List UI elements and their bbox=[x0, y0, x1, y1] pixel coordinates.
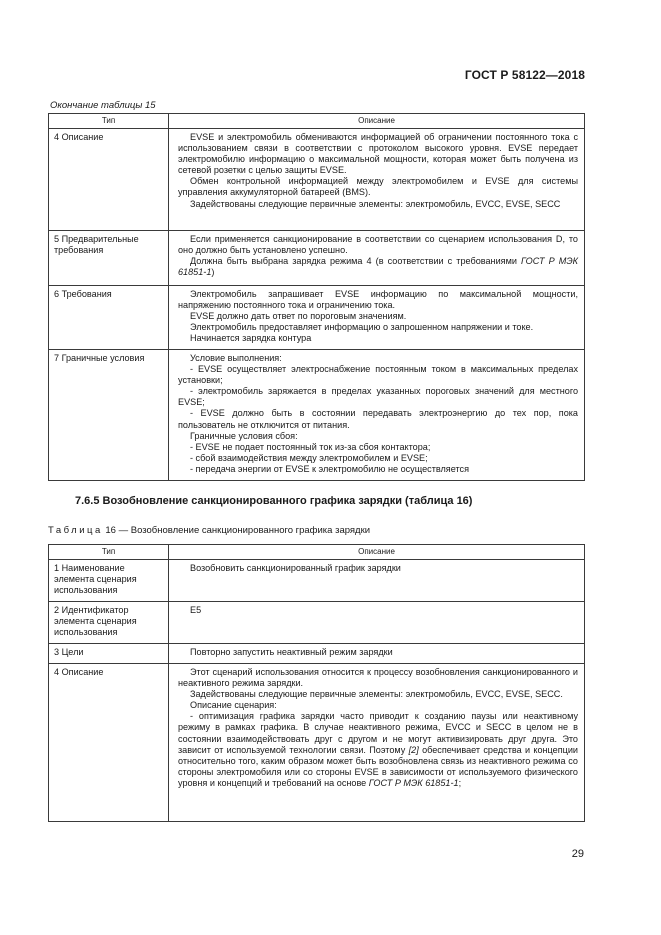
row-type: 1 Наименование элемента сценария использования bbox=[49, 560, 169, 602]
table-caption-title: 16 — Возобновление санкционированного графика зарядки bbox=[105, 525, 371, 536]
standard-header: ГОСТ Р 58122—2018 bbox=[464, 68, 585, 82]
row-description bbox=[169, 664, 585, 822]
paragraph bbox=[178, 711, 578, 789]
paragraph: Задействованы следующие первичные элементы: электромобиль, EVCC, EVSE, SECC. bbox=[190, 689, 563, 700]
row-type: 4 Описание bbox=[49, 664, 169, 822]
row-type: 5 Предварительные требования bbox=[49, 231, 169, 286]
row-description bbox=[169, 231, 585, 286]
paragraph: Описание сценария: bbox=[190, 700, 277, 711]
paragraph: - электромобиль заряжается в пределах указанных пороговых значений для местного EVSE; bbox=[178, 386, 578, 408]
standard-reference: ГОСТ Р МЭК 61851-1 bbox=[368, 777, 459, 788]
paragraph-text-end: ) bbox=[211, 267, 215, 278]
paragraph: - EVSE не подает постоянный ток из-за сбоя контактора; bbox=[190, 441, 431, 452]
row-description bbox=[169, 350, 585, 481]
paragraph: Электромобиль предоставляет информацию о запрошенном напряжении и токе. bbox=[190, 322, 534, 333]
table-row bbox=[49, 644, 585, 664]
paragraph: E5 bbox=[190, 605, 202, 615]
paragraph: EVSE должно дать ответ по пороговым значениям. bbox=[190, 311, 407, 322]
paragraph: Повторно запустить неактивный режим зарядки bbox=[190, 647, 393, 657]
paragraph: EVSE и электромобиль обмениваются информацией об ограничении постоянного тока с использованием связи в соответствии с протоколом высокого уровня. EVSE передает электромобилю информацию о максимальной мощности, которая может быть получена из сетевой розетки с целью защиты EVSE. bbox=[178, 132, 578, 176]
paragraph-text: обеспечивает средства и концепции относительно того, каким образом может быть возобновлена связь из неактивного режима со стороны электромобиля или со стороны EVSE в зависимости от используемого физического уровня и концепций и требований на основе bbox=[178, 744, 578, 788]
paragraph-text: - оптимизация графика зарядки часто приводит к созданию паузы или неактивному режиму в рамках графика. В случае неактивного режима, EVCC и SECC в целом не в состоянии взаимодействовать друг с другом и не могут активизировать друг друга. Это зависит от используемой технологии связи. Поэтому bbox=[178, 711, 578, 755]
table-16 bbox=[48, 544, 585, 822]
row-description bbox=[169, 560, 585, 602]
paragraph: - EVSE должно быть в состоянии передавать электроэнергию до тех пор, пока пользователь не отключится от питания. bbox=[178, 408, 578, 430]
paragraph: Обмен контрольной информацией между электромобилем и EVSE для системы управления аккумуляторной батареей (BMS). bbox=[178, 176, 578, 198]
row-type: 3 Цели bbox=[49, 644, 169, 664]
table-row bbox=[49, 350, 585, 481]
table-row bbox=[49, 560, 585, 602]
column-header-type: Тип bbox=[49, 545, 169, 560]
paragraph: Возобновить санкционированный график зарядки bbox=[190, 563, 401, 573]
paragraph: Этот сценарий использования относится к процессу возобновления санкционированного и неактивного режима зарядки. bbox=[178, 667, 578, 689]
bibliography-reference: [2] bbox=[408, 744, 419, 755]
row-description bbox=[169, 602, 585, 644]
table-row bbox=[49, 129, 585, 231]
paragraph: Условие выполнения: bbox=[190, 353, 282, 363]
paragraph bbox=[178, 256, 578, 278]
row-type: 6 Требования bbox=[49, 286, 169, 350]
table-15 bbox=[48, 113, 585, 481]
table-row bbox=[49, 231, 585, 286]
table-row bbox=[49, 664, 585, 822]
row-description bbox=[169, 129, 585, 231]
row-type: 7 Граничные условия bbox=[49, 350, 169, 481]
table-15-continuation-caption: Окончание таблицы 15 bbox=[50, 100, 156, 111]
table-row bbox=[49, 602, 585, 644]
paragraph: - сбой взаимодействия между электромобилем и EVSE; bbox=[190, 452, 428, 463]
row-description bbox=[169, 286, 585, 350]
standard-reference: ГОСТ Р МЭК 61851-1 bbox=[178, 256, 578, 278]
row-type: 2 Идентификатор элемента сценария использования bbox=[49, 602, 169, 644]
row-description bbox=[169, 644, 585, 664]
table-header-row bbox=[49, 545, 585, 560]
paragraph-text-end: ; bbox=[458, 777, 462, 788]
paragraph: Начинается зарядка контура bbox=[190, 333, 312, 344]
table-row bbox=[49, 286, 585, 350]
paragraph-text: Должна быть выбрана зарядка режима 4 (в соответствии с требованиями bbox=[190, 256, 521, 267]
table-caption-word: Таблица bbox=[48, 525, 103, 536]
paragraph: - передача энергии от EVSE к электромобилю не осуществляется bbox=[190, 463, 470, 474]
column-header-description: Описание bbox=[169, 545, 585, 560]
paragraph: Граничные условия сбоя: bbox=[190, 430, 298, 441]
row-type: 4 Описание bbox=[49, 129, 169, 231]
paragraph: Задействованы следующие первичные элементы: электромобиль, EVCC, EVSE, SECC bbox=[190, 198, 561, 209]
table-header-row bbox=[49, 114, 585, 129]
page-number: 29 bbox=[571, 848, 584, 860]
table-16-caption bbox=[48, 525, 370, 536]
column-header-type: Тип bbox=[49, 114, 169, 129]
paragraph: Если применяется санкционирование в соответствии со сценарием использования D, то оно должно быть установлено успешно. bbox=[178, 234, 578, 256]
paragraph: Электромобиль запрашивает EVSE информацию по максимальной мощности, напряжению постоянного тока и ограничению тока. bbox=[178, 289, 578, 311]
paragraph: - EVSE осуществляет электроснабжение постоянным током в максимальных пределах установки; bbox=[178, 364, 578, 386]
section-heading: 7.6.5 Возобновление санкционированного графика зарядки (таблица 16) bbox=[75, 495, 473, 507]
column-header-description: Описание bbox=[169, 114, 585, 129]
